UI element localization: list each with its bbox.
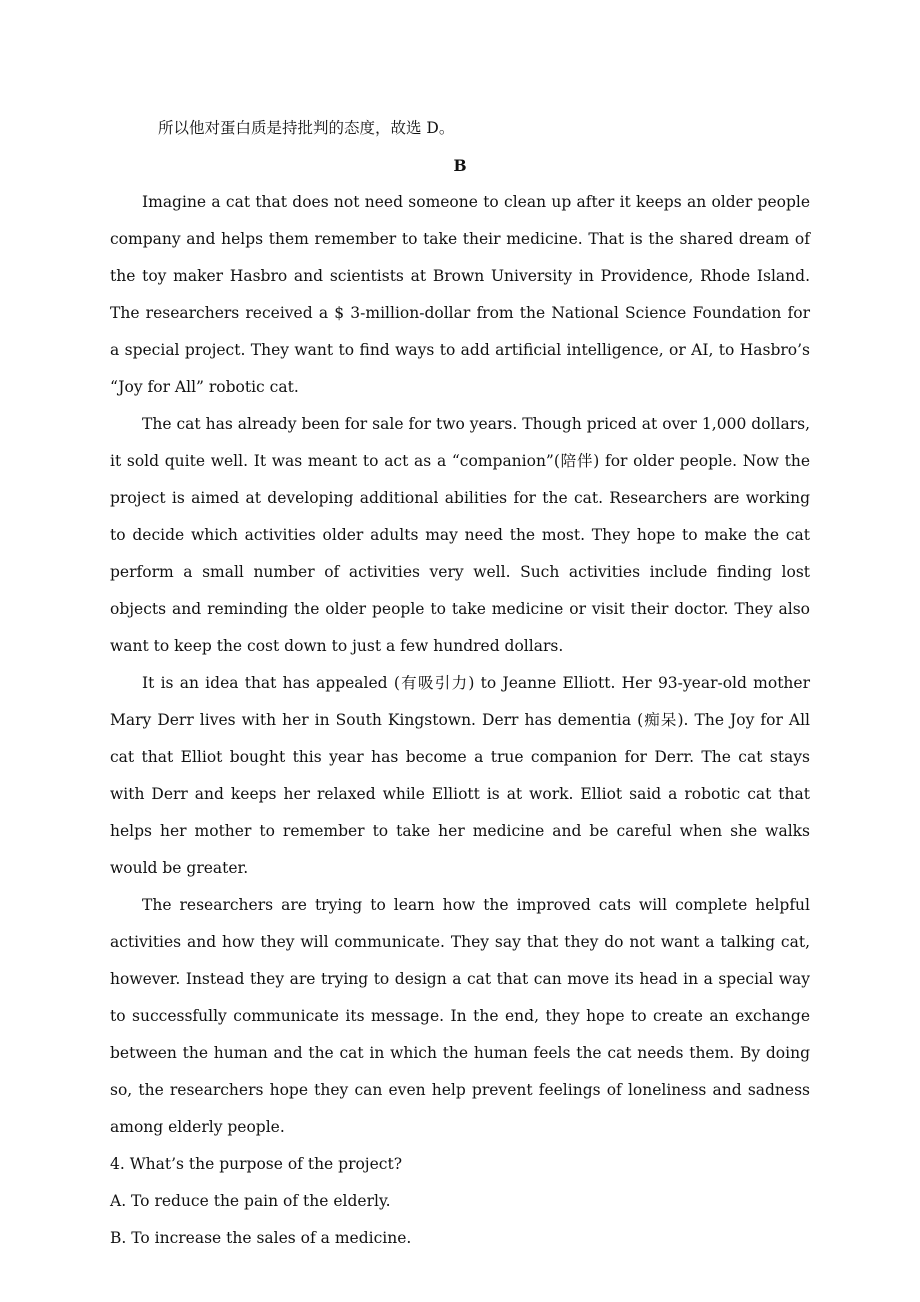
paragraph-1: Imagine a cat that does not need someone to clean up after it keeps an older people company and helps them remember to take their medicine. That is the shared dream of the toy maker Hasbro and scientists at Brown University in Providence, Rhode Island. The researchers received a $ 3-million-dollar from the National Science Foundation for a special project. They want to find ways to add artificial intelligence, or AI, to Hasbro’s “Joy for All” robotic cat. [110, 193, 810, 396]
question-4: 4. What’s the purpose of the project? [110, 1155, 403, 1173]
paragraph-2: The cat has already been for sale for two years. Though priced at over 1,000 dollars, it sold quite well. It was meant to act as a “companion”(陪伴) for older people. Now the project is aimed at developing additional abilities for the cat. Researchers are working to decide which activities older adults may need the most. They hope to make the cat perform a small number of activities very well. Such activities include finding lost objects and reminding the older people to take medicine or visit their doctor. They also want to keep the cost down to just a few hundred dollars. [110, 415, 810, 655]
document-body [110, 110, 810, 1257]
section-heading: B [453, 156, 467, 175]
paragraph-3: It is an idea that has appealed (有吸引力) to Jeanne Elliott. Her 93-year-old mother Mary Derr lives with her in South Kingstown. Derr has dementia (痴呆). The Joy for All cat that Elliot bought this year has become a true companion for Derr. The cat stays with Derr and keeps her relaxed while Elliott is at work. Elliot said a robotic cat that helps her mother to remember to take her medicine and be careful when she walks would be greater. [110, 674, 810, 877]
paragraph-4: The researchers are trying to learn how the improved cats will complete helpful activities and how they will communicate. They say that they do not want a talking cat, however. Instead they are trying to design a cat that can move its head in a special way to successfully communicate its message. In the end, they hope to create an exchange between the human and the cat in which the human feels the cat needs them. By doing so, the researchers hope they can even help prevent feelings of loneliness and sadness among elderly people. [110, 896, 810, 1136]
option-a: A. To reduce the pain of the elderly. [110, 1192, 391, 1210]
previous-answer-note: 所以他对蛋白质是持批判的态度，故选 D。 [158, 119, 455, 137]
option-b: B. To increase the sales of a medicine. [110, 1229, 412, 1247]
